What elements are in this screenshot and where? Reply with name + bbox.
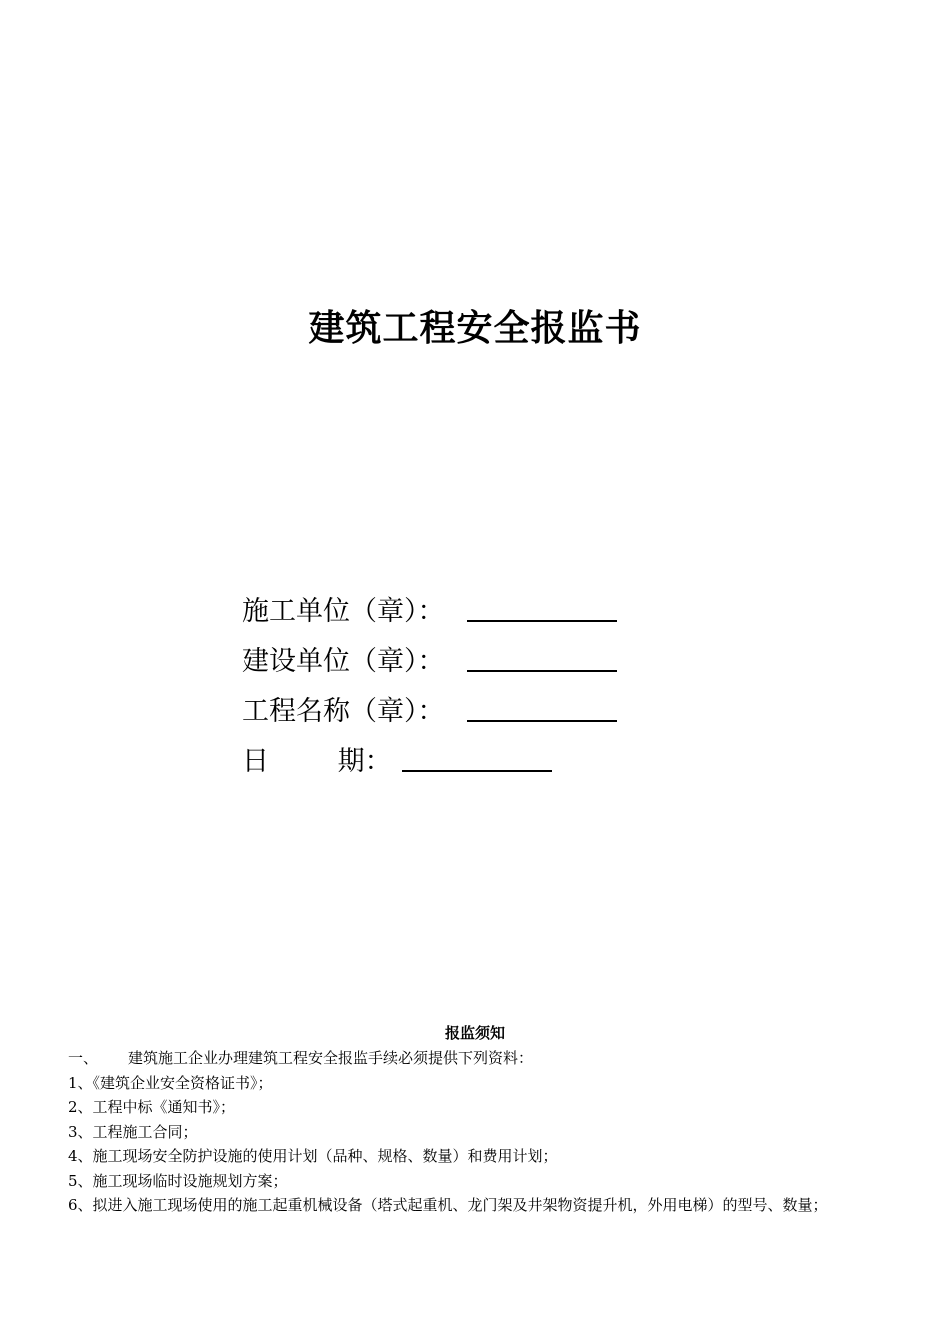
notice-title: 报监须知 bbox=[444, 1024, 505, 1042]
notice-item: 3、工程施工合同； bbox=[68, 1122, 198, 1141]
notice-body bbox=[68, 1046, 888, 1218]
signature-fields bbox=[242, 578, 617, 778]
notice-intro bbox=[68, 1046, 888, 1071]
construction-unit-label: 施工单位（章）： bbox=[242, 596, 445, 627]
date-blank[interactable] bbox=[402, 742, 552, 772]
document-title: 建筑工程安全报监书 bbox=[308, 308, 642, 349]
developer-unit-blank[interactable] bbox=[467, 642, 617, 672]
project-name-label: 工程名称（章）： bbox=[242, 696, 445, 727]
notice-item: 6、拟进入施工现场使用的施工起重机械设备（塔式起重机、龙门架及井架物资提升机，外用电梯）的型号、数量； bbox=[68, 1196, 828, 1214]
notice-intro-number: 一、 bbox=[68, 1049, 99, 1067]
developer-unit-field bbox=[242, 628, 617, 678]
project-name-field bbox=[242, 678, 617, 728]
notice-item: 2、工程中标《通知书》； bbox=[68, 1098, 236, 1116]
notice-item: 1、《建筑企业安全资格证书》； bbox=[68, 1073, 273, 1092]
notice-item: 5、施工现场临时设施规划方案； bbox=[68, 1171, 288, 1190]
developer-unit-label: 建设单位（章）： bbox=[242, 646, 445, 677]
date-label: 日 期： bbox=[242, 746, 392, 777]
notice-item: 4、施工现场安全防护设施的使用计划（品种、规格、数量）和费用计划； bbox=[68, 1147, 558, 1165]
project-name-blank[interactable] bbox=[467, 692, 617, 722]
construction-unit-blank[interactable] bbox=[467, 592, 617, 622]
date-field bbox=[242, 728, 617, 778]
construction-unit-field bbox=[242, 578, 617, 628]
notice-intro-text: 建筑施工企业办理建筑工程安全报监手续必须提供下列资料： bbox=[128, 1049, 534, 1067]
